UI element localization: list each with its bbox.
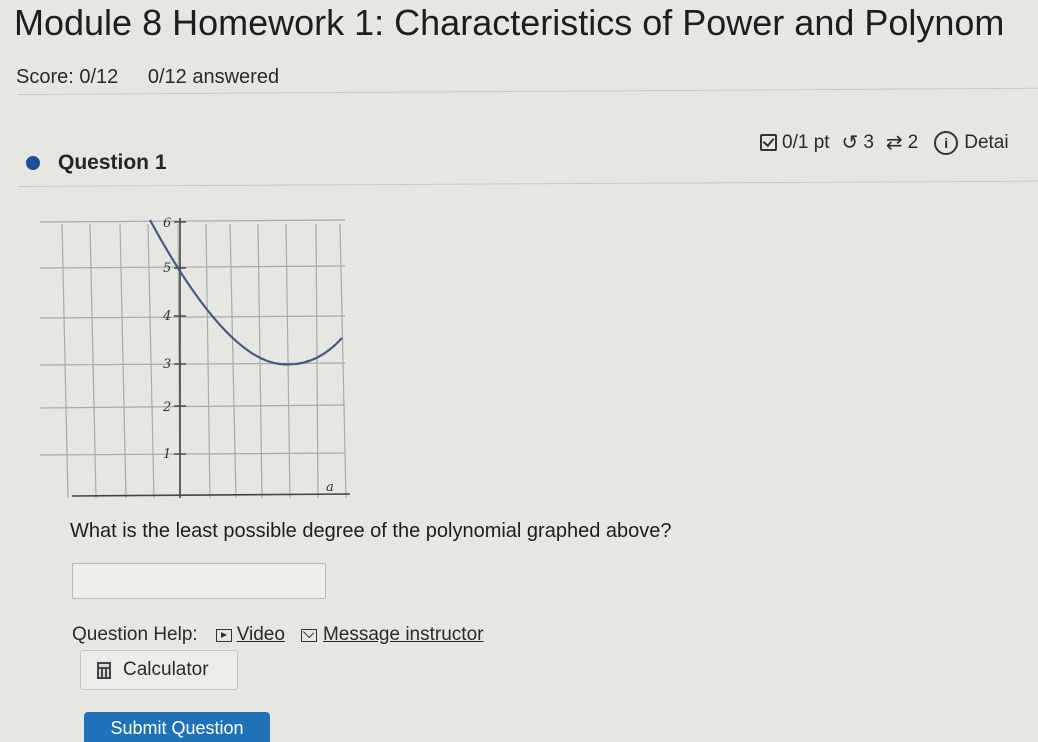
checkbox-icon (760, 134, 777, 151)
divider (18, 181, 1038, 187)
video-link[interactable] (216, 624, 285, 646)
message-instructor-link[interactable] (301, 624, 484, 646)
retry-icon: ↺ (841, 132, 859, 154)
video-link-label: Video (236, 624, 285, 645)
calculator-button[interactable] (80, 650, 238, 690)
y-label-6: 6 (163, 216, 172, 231)
calculator-icon (97, 662, 111, 679)
y-label-4: 4 (163, 309, 172, 324)
message-instructor-label: Message instructor (322, 624, 484, 645)
question-text: What is the least possible degree of the polynomial graphed above? (70, 520, 672, 542)
answered-text: 0/12 answered (147, 66, 280, 88)
graph-corner-label: a (326, 480, 334, 495)
page-title: Module 8 Homework 1: Characteristics of Power and Polynom (14, 2, 1005, 43)
score-text: Score: 0/12 (16, 66, 119, 88)
video-icon (216, 629, 232, 642)
polynomial-graph (40, 208, 360, 508)
question-help-label: Question Help: (72, 624, 198, 645)
submit-question-button[interactable]: Submit Question (84, 712, 270, 742)
question-title: Question 1 (58, 151, 167, 174)
y-label-3: 3 (163, 357, 172, 372)
mail-icon (301, 629, 317, 642)
answer-input[interactable] (72, 563, 326, 599)
y-label-2: 2 (163, 400, 172, 415)
points-text: 0/1 pt (782, 131, 830, 153)
retries-count: 3 (863, 131, 874, 153)
submissions-count: 2 (907, 131, 919, 153)
submissions-icon: ⇄ (885, 132, 903, 154)
question-status-dot (26, 156, 40, 170)
info-icon[interactable]: i (934, 131, 958, 155)
question-meta (760, 130, 1009, 155)
calculator-label: Calculator (123, 659, 209, 680)
details-link[interactable]: Detai (964, 131, 1009, 153)
y-label-5: 5 (163, 261, 172, 276)
score-row (16, 66, 303, 89)
question-help-row (72, 624, 499, 646)
y-label-1: 1 (163, 447, 172, 462)
